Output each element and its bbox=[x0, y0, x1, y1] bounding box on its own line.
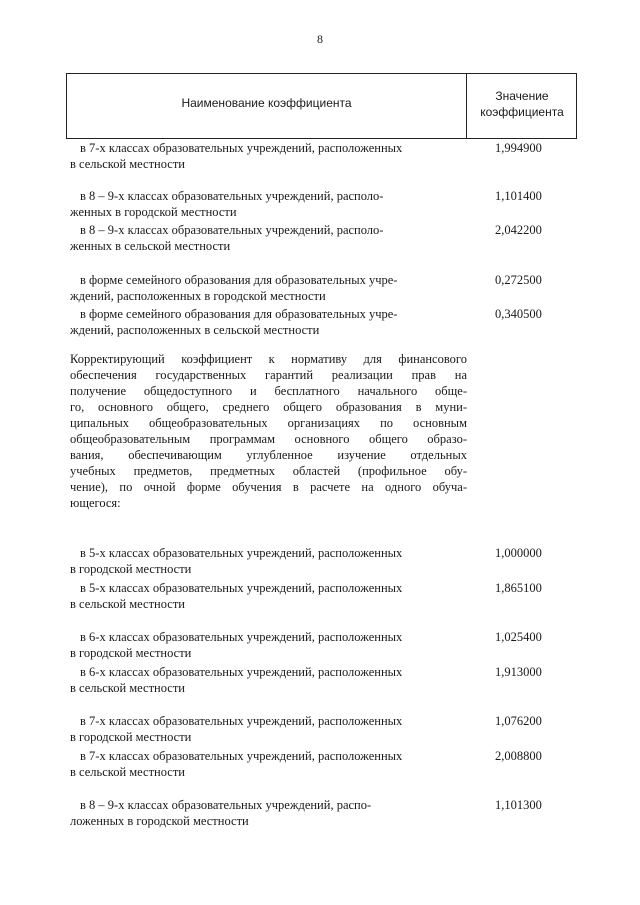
description-line1: в 6-х классах образовательных учреждений, расположенных bbox=[80, 630, 403, 644]
description-line1: в 8 – 9-х классах образовательных учреждений, располо- bbox=[80, 223, 384, 237]
page-number: 8 bbox=[317, 32, 323, 46]
description-line2: в сельской местности bbox=[70, 765, 185, 779]
coefficient-value: 1,000000 bbox=[495, 546, 542, 560]
description-line1: в 8 – 9-х классах образовательных учреждений, распо- bbox=[80, 798, 372, 812]
description-line2: в городской местности bbox=[70, 646, 192, 660]
paragraph-line: общеобразовательным программам основного общего образо- bbox=[70, 432, 467, 446]
coefficient-value: 1,101400 bbox=[495, 189, 542, 203]
description-line2: женных в сельской местности bbox=[70, 239, 231, 253]
header-name-column: Наименование коэффициента bbox=[181, 96, 352, 110]
coefficient-description bbox=[70, 713, 467, 745]
table-header bbox=[66, 73, 577, 139]
paragraph-line: обеспечения государственных гарантий реализации прав на bbox=[70, 368, 467, 382]
paragraph-line: ципальных общеобразовательных организациях по основным bbox=[70, 416, 467, 430]
coefficient-value: 1,994900 bbox=[495, 141, 542, 155]
coefficient-value: 2,008800 bbox=[495, 749, 542, 763]
header-value-column bbox=[467, 88, 577, 120]
coefficient-value: 1,025400 bbox=[495, 630, 542, 644]
description-line1: в 5-х классах образовательных учреждений, расположенных bbox=[80, 581, 403, 595]
coefficient-value: 1,865100 bbox=[495, 581, 542, 595]
description-line2: женных в городской местности bbox=[70, 205, 237, 219]
description-line2: в городской местности bbox=[70, 730, 192, 744]
coefficient-description bbox=[70, 797, 467, 829]
corrective-coefficient-paragraph bbox=[70, 351, 467, 511]
coefficient-description bbox=[70, 272, 467, 304]
coefficient-value: 1,913000 bbox=[495, 665, 542, 679]
description-line2: ждений, расположенных в городской местности bbox=[70, 289, 326, 303]
paragraph-line: получение общедоступного и бесплатного начального обще- bbox=[70, 384, 467, 398]
description-line1: в форме семейного образования для образовательных учре- bbox=[80, 273, 398, 287]
coefficient-description bbox=[70, 140, 467, 172]
coefficient-description bbox=[70, 664, 467, 696]
coefficient-description bbox=[70, 222, 467, 254]
coefficient-value: 0,340500 bbox=[495, 307, 542, 321]
coefficient-description bbox=[70, 188, 467, 220]
description-line2: в сельской местности bbox=[70, 597, 185, 611]
description-line1: в 6-х классах образовательных учреждений, расположенных bbox=[80, 665, 403, 679]
description-line2: в сельской местности bbox=[70, 157, 185, 171]
coefficient-description bbox=[70, 306, 467, 338]
description-line1: в 7-х классах образовательных учреждений, расположенных bbox=[80, 141, 403, 155]
paragraph-line: чение), по очной форме обучения в расчете на одного обуча- bbox=[70, 480, 467, 494]
header-value-line1: Значение bbox=[495, 89, 549, 103]
description-line2: ложенных в городской местности bbox=[70, 814, 249, 828]
description-line1: в 5-х классах образовательных учреждений, расположенных bbox=[80, 546, 403, 560]
coefficient-value: 2,042200 bbox=[495, 223, 542, 237]
paragraph-line: учебных предметов, предметных областей (профильное обу- bbox=[70, 464, 467, 478]
paragraph-line: Корректирующий коэффициент к нормативу для финансового bbox=[70, 352, 467, 366]
description-line2: в сельской местности bbox=[70, 681, 185, 695]
coefficient-value: 1,076200 bbox=[495, 714, 542, 728]
coefficient-description bbox=[70, 580, 467, 612]
coefficient-value: 1,101300 bbox=[495, 798, 542, 812]
description-line1: в 7-х классах образовательных учреждений, расположенных bbox=[80, 749, 403, 763]
paragraph-line: ющегося: bbox=[70, 496, 121, 510]
description-line1: в 7-х классах образовательных учреждений, расположенных bbox=[80, 714, 403, 728]
paragraph-line: го, основного общего, среднего общего образования в муни- bbox=[70, 400, 467, 414]
description-line2: ждений, расположенных в сельской местности bbox=[70, 323, 320, 337]
description-line1: в 8 – 9-х классах образовательных учреждений, располо- bbox=[80, 189, 384, 203]
paragraph-line: вания, обеспечивающим углубленное изучение отдельных bbox=[70, 448, 467, 462]
description-line2: в городской местности bbox=[70, 562, 192, 576]
header-value-line2: коэффициента bbox=[480, 105, 564, 119]
coefficient-description bbox=[70, 545, 467, 577]
coefficient-description bbox=[70, 748, 467, 780]
coefficient-description bbox=[70, 629, 467, 661]
coefficient-value: 0,272500 bbox=[495, 273, 542, 287]
description-line1: в форме семейного образования для образовательных учре- bbox=[80, 307, 398, 321]
